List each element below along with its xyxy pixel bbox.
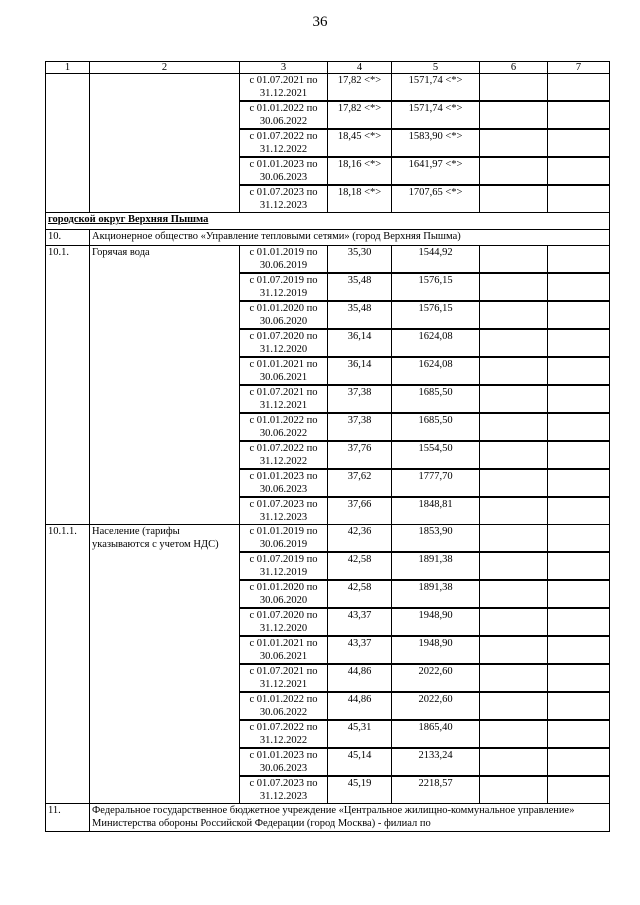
value-col7: [548, 552, 610, 580]
period-cell: с 01.07.2023 по 31.12.2023: [240, 185, 328, 213]
value-col4: 17,82 <*>: [328, 74, 392, 102]
value-col7: [548, 497, 610, 525]
value-col4: 36,14: [328, 329, 392, 357]
value-col5: 1891,38: [392, 580, 480, 608]
period-cell: с 01.07.2023 по 31.12.2023: [240, 776, 328, 804]
period-cell: с 01.01.2019 по 30.06.2019: [240, 246, 328, 274]
org-name: Федеральное государственное бюджетное учреждение «Центральное жилищно-коммунальное управление» Министерства обороны Российской Федерации (город Москва) - филиал по: [90, 804, 610, 832]
period-cell: с 01.07.2023 по 31.12.2023: [240, 497, 328, 525]
value-col5: 1777,70: [392, 469, 480, 497]
value-col7: [548, 246, 610, 274]
org-row: [46, 804, 610, 832]
value-col6: [480, 608, 548, 636]
value-col6: [480, 636, 548, 664]
value-col4: 18,16 <*>: [328, 157, 392, 185]
header-cell: 3: [240, 62, 328, 74]
period-cell: с 01.01.2020 по 30.06.2020: [240, 301, 328, 329]
header-cell: 2: [90, 62, 240, 74]
row-number: 10.1.: [46, 246, 90, 525]
value-col5: 1865,40: [392, 720, 480, 748]
value-col4: 44,86: [328, 664, 392, 692]
value-col5: 1685,50: [392, 385, 480, 413]
value-col7: [548, 74, 610, 102]
period-cell: с 01.01.2022 по 30.06.2022: [240, 101, 328, 129]
header-cell: 5: [392, 62, 480, 74]
value-col5: 2133,24: [392, 748, 480, 776]
value-col4: 42,36: [328, 525, 392, 553]
row-name: Горячая вода: [90, 246, 240, 525]
value-col5: 1853,90: [392, 525, 480, 553]
value-col6: [480, 329, 548, 357]
value-col6: [480, 497, 548, 525]
value-col4: 37,38: [328, 413, 392, 441]
period-cell: с 01.01.2023 по 30.06.2023: [240, 157, 328, 185]
value-col7: [548, 720, 610, 748]
period-cell: с 01.07.2020 по 31.12.2020: [240, 608, 328, 636]
value-col6: [480, 101, 548, 129]
value-col7: [548, 580, 610, 608]
period-cell: с 01.01.2020 по 30.06.2020: [240, 580, 328, 608]
value-col7: [548, 101, 610, 129]
value-col7: [548, 129, 610, 157]
value-col5: 1571,74 <*>: [392, 74, 480, 102]
value-col6: [480, 385, 548, 413]
value-col6: [480, 74, 548, 102]
value-col4: 35,48: [328, 301, 392, 329]
period-cell: с 01.07.2019 по 31.12.2019: [240, 273, 328, 301]
value-col6: [480, 469, 548, 497]
value-col5: 1624,08: [392, 357, 480, 385]
value-col5: 2022,60: [392, 692, 480, 720]
value-col7: [548, 329, 610, 357]
period-cell: с 01.07.2021 по 31.12.2021: [240, 385, 328, 413]
value-col6: [480, 157, 548, 185]
value-col4: 42,58: [328, 580, 392, 608]
value-col5: 1554,50: [392, 441, 480, 469]
value-col4: 35,48: [328, 273, 392, 301]
value-col4: 35,30: [328, 246, 392, 274]
period-cell: с 01.07.2022 по 31.12.2022: [240, 441, 328, 469]
org-number: 11.: [46, 804, 90, 832]
value-col4: 17,82 <*>: [328, 101, 392, 129]
value-col6: [480, 664, 548, 692]
value-col7: [548, 157, 610, 185]
org-row: [46, 230, 610, 246]
row-name: [90, 74, 240, 213]
period-cell: с 01.07.2021 по 31.12.2021: [240, 74, 328, 102]
value-col4: 36,14: [328, 357, 392, 385]
value-col6: [480, 273, 548, 301]
value-col4: 18,18 <*>: [328, 185, 392, 213]
value-col5: 2218,57: [392, 776, 480, 804]
period-cell: с 01.01.2023 по 30.06.2023: [240, 748, 328, 776]
value-col7: [548, 748, 610, 776]
value-col4: 37,76: [328, 441, 392, 469]
table-row: [46, 74, 610, 102]
period-cell: с 01.07.2022 по 31.12.2022: [240, 720, 328, 748]
value-col5: 1624,08: [392, 329, 480, 357]
value-col4: 43,37: [328, 636, 392, 664]
value-col7: [548, 776, 610, 804]
value-col6: [480, 720, 548, 748]
value-col5: 1948,90: [392, 636, 480, 664]
value-col7: [548, 357, 610, 385]
value-col4: 18,45 <*>: [328, 129, 392, 157]
period-cell: с 01.07.2020 по 31.12.2020: [240, 329, 328, 357]
value-col5: 1583,90 <*>: [392, 129, 480, 157]
value-col6: [480, 441, 548, 469]
value-col5: 1707,65 <*>: [392, 185, 480, 213]
value-col6: [480, 525, 548, 553]
value-col7: [548, 185, 610, 213]
value-col4: 43,37: [328, 608, 392, 636]
value-col6: [480, 357, 548, 385]
value-col6: [480, 580, 548, 608]
value-col7: [548, 636, 610, 664]
value-col7: [548, 469, 610, 497]
header-cell: 7: [548, 62, 610, 74]
value-col4: 37,38: [328, 385, 392, 413]
value-col5: 1576,15: [392, 273, 480, 301]
org-number: 10.: [46, 230, 90, 246]
value-col5: 1685,50: [392, 413, 480, 441]
row-name: Население (тарифы указываются с учетом НДС): [90, 525, 240, 804]
header-cell: 1: [46, 62, 90, 74]
period-cell: с 01.01.2023 по 30.06.2023: [240, 469, 328, 497]
value-col7: [548, 385, 610, 413]
period-cell: с 01.01.2021 по 30.06.2021: [240, 357, 328, 385]
value-col6: [480, 748, 548, 776]
period-cell: с 01.07.2019 по 31.12.2019: [240, 552, 328, 580]
tariff-table: [45, 61, 610, 832]
value-col4: 45,31: [328, 720, 392, 748]
value-col6: [480, 185, 548, 213]
section-row: [46, 213, 610, 230]
value-col6: [480, 129, 548, 157]
value-col4: 37,66: [328, 497, 392, 525]
value-col7: [548, 608, 610, 636]
org-name: Акционерное общество «Управление тепловыми сетями» (город Верхняя Пышма): [90, 230, 610, 246]
period-cell: с 01.01.2019 по 30.06.2019: [240, 525, 328, 553]
header-row: [46, 62, 610, 74]
row-number: [46, 74, 90, 213]
table-row: [46, 246, 610, 274]
value-col6: [480, 552, 548, 580]
value-col7: [548, 273, 610, 301]
value-col7: [548, 525, 610, 553]
value-col7: [548, 441, 610, 469]
value-col4: 44,86: [328, 692, 392, 720]
period-cell: с 01.07.2021 по 31.12.2021: [240, 664, 328, 692]
value-col6: [480, 776, 548, 804]
period-cell: с 01.01.2021 по 30.06.2021: [240, 636, 328, 664]
period-cell: с 01.01.2022 по 30.06.2022: [240, 413, 328, 441]
value-col4: 45,14: [328, 748, 392, 776]
value-col4: 45,19: [328, 776, 392, 804]
value-col7: [548, 301, 610, 329]
row-number: 10.1.1.: [46, 525, 90, 804]
page-number: 36: [312, 14, 328, 30]
value-col4: 42,58: [328, 552, 392, 580]
table-row: [46, 525, 610, 553]
value-col7: [548, 413, 610, 441]
value-col4: 37,62: [328, 469, 392, 497]
period-cell: с 01.01.2022 по 30.06.2022: [240, 692, 328, 720]
header-cell: 4: [328, 62, 392, 74]
value-col6: [480, 692, 548, 720]
value-col5: 1576,15: [392, 301, 480, 329]
header-cell: 6: [480, 62, 548, 74]
value-col5: 1848,81: [392, 497, 480, 525]
period-cell: с 01.07.2022 по 31.12.2022: [240, 129, 328, 157]
value-col7: [548, 664, 610, 692]
value-col5: 1948,90: [392, 608, 480, 636]
value-col5: 1641,97 <*>: [392, 157, 480, 185]
value-col7: [548, 692, 610, 720]
value-col6: [480, 246, 548, 274]
value-col5: 2022,60: [392, 664, 480, 692]
value-col6: [480, 301, 548, 329]
value-col5: 1571,74 <*>: [392, 101, 480, 129]
section-title: городской округ Верхняя Пышма: [46, 213, 610, 230]
value-col5: 1544,92: [392, 246, 480, 274]
value-col6: [480, 413, 548, 441]
value-col5: 1891,38: [392, 552, 480, 580]
